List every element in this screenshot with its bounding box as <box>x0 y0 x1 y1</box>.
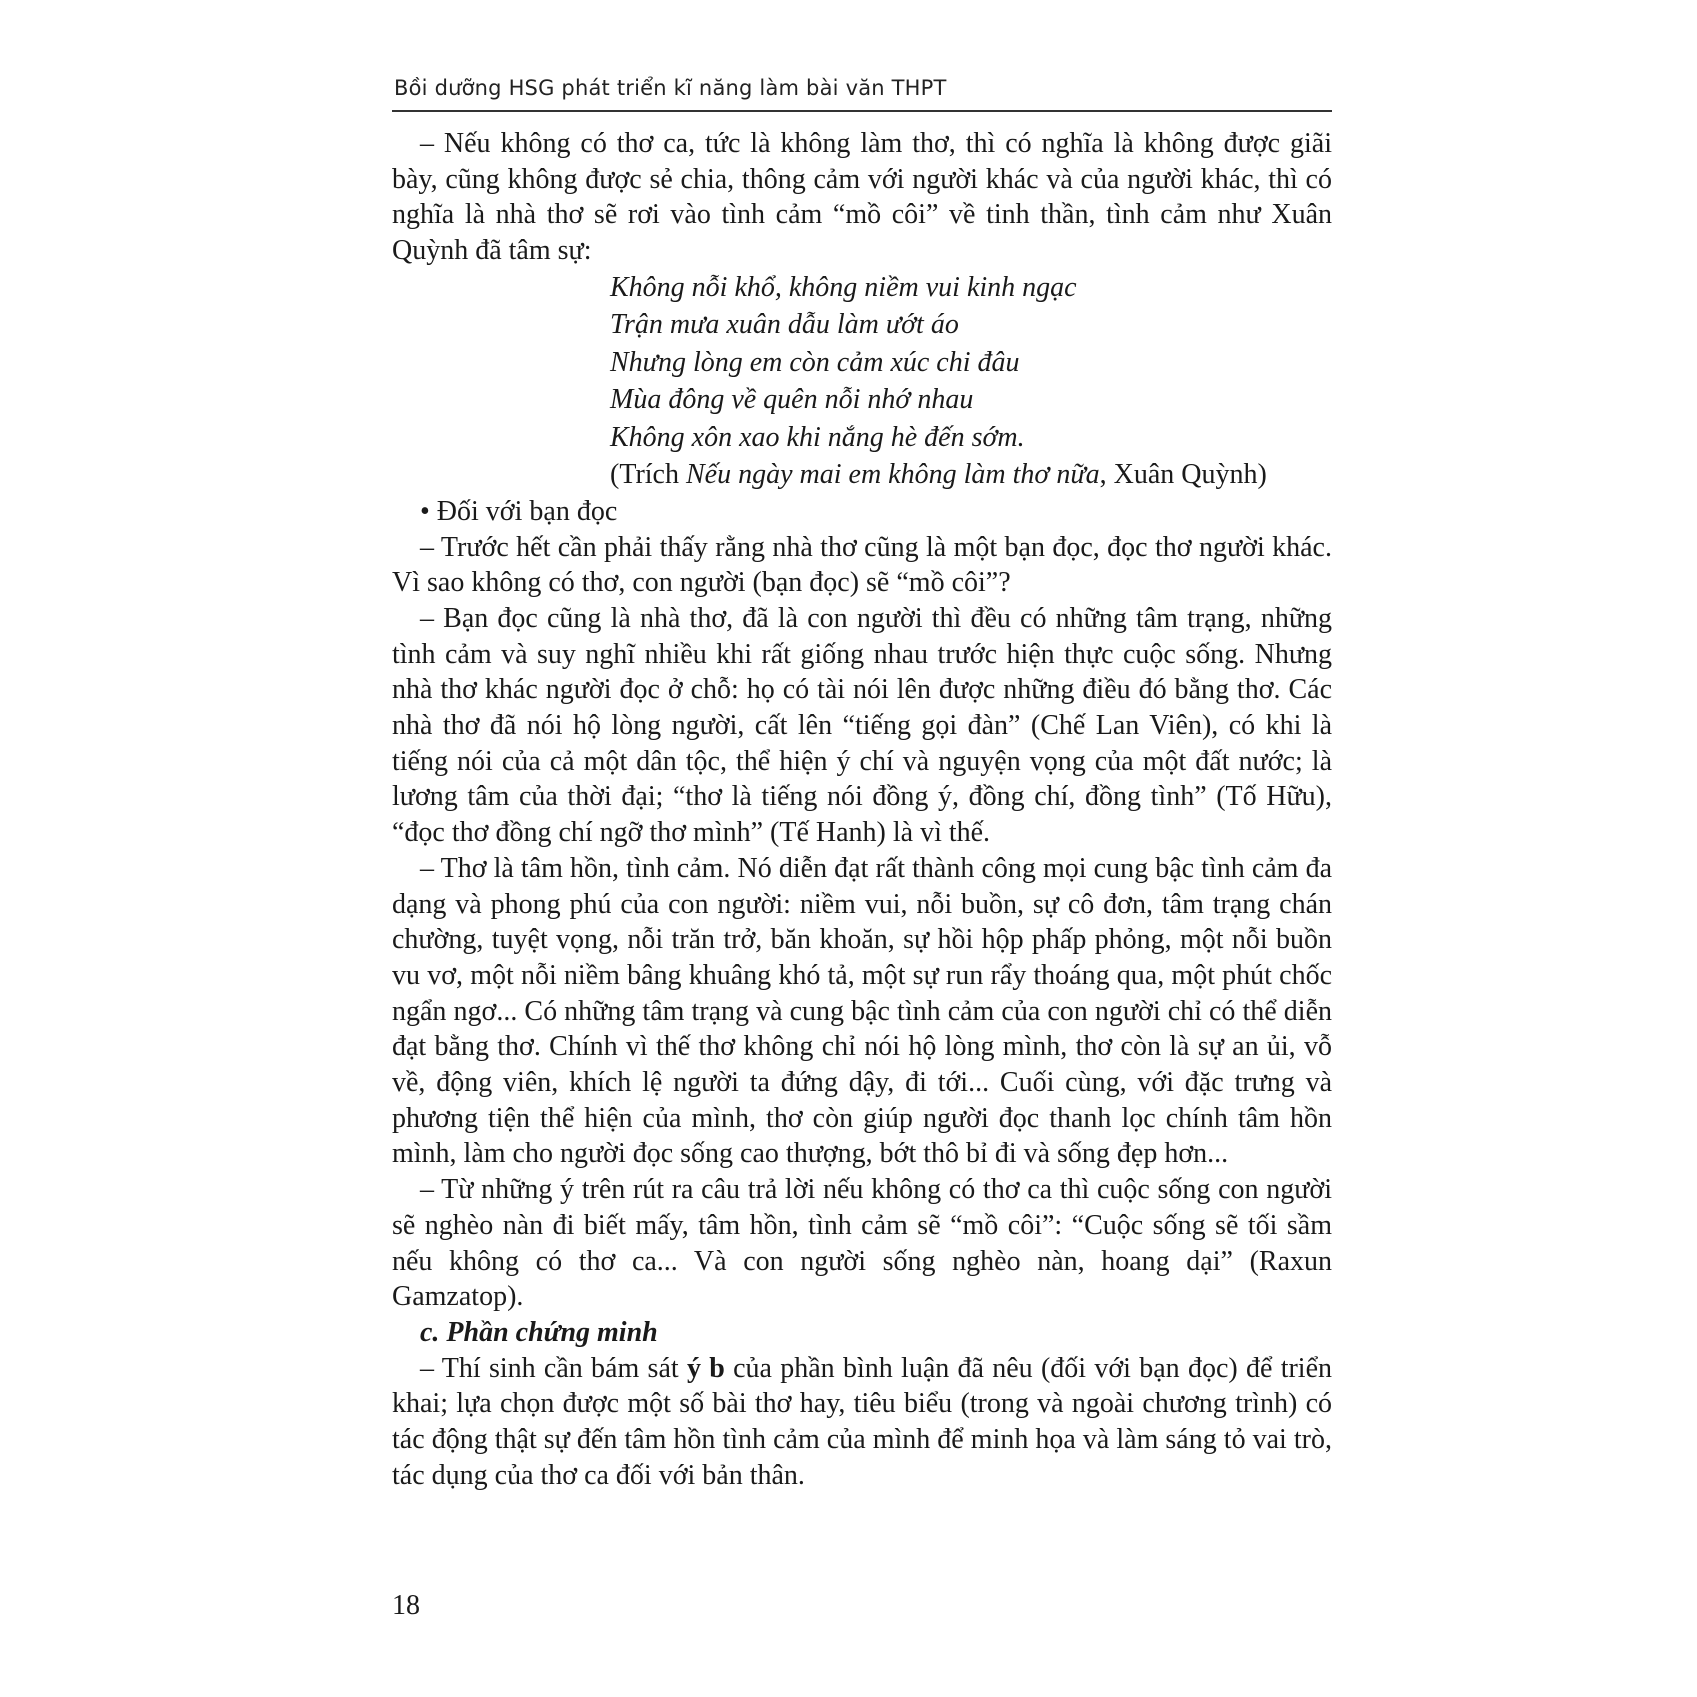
poem-excerpt <box>392 269 1332 457</box>
body-text <box>392 126 1332 1494</box>
para-suffix: của phần bình luận đã nêu (đối với bạn đọc) để triển khai; lựa chọn được một số bài thơ hay, tiêu biểu (trong và ngoài chương trình) có tác động thật sự đến tâm hồn tình cảm của mình để minh họa và làm sáng tỏ vai trò, tác dụng của thơ ca đối với bản thân. <box>392 1352 1333 1491</box>
book-page <box>392 76 1332 1494</box>
paragraph: – Thơ là tâm hồn, tình cảm. Nó diễn đạt rất thành công mọi cung bậc tình cảm đa dạng và phong phú của con người: niềm vui, nỗi buồn, sự cô đơn, tâm trạng chán chường, tuyệt vọng, nỗi trăn trở, băn khoăn, sự hồi hộp phấp phỏng, một nỗi buồn vu vơ, một nỗi niềm bâng khuâng khó tả, một sự run rẩy thoáng qua, một phút chốc ngẩn ngơ... Có những tâm trạng và cung bậc tình cảm của con người chỉ có thể diễn đạt bằng thơ. Chính vì thế thơ không chỉ nói hộ lòng mình, thơ còn là sự an ủi, vỗ về, động viên, khích lệ người ta đứng dậy, đi tới... Cuối cùng, với đặc trưng và phương tiện thể hiện của mình, thơ còn giúp người đọc thanh lọc chính tâm hồn mình, làm cho người đọc sống cao thượng, bớt thô bỉ đi và sống đẹp hơn... <box>392 852 1332 1170</box>
poem-line: Không nỗi khổ, không niềm vui kinh ngạc <box>610 271 1077 303</box>
bullet-heading: • Đối với bạn đọc <box>420 495 618 527</box>
poem-line: Trận mưa xuân dẫu làm ướt áo <box>610 309 959 341</box>
paragraph: – Từ những ý trên rút ra câu trả lời nếu không có thơ ca thì cuộc sống con người sẽ nghèo nàn đi biết mấy, tâm hồn, tình cảm sẽ “mồ côi”: “Cuộc sống sẽ tối sầm nếu không có thơ ca... Và con người sống nghèo nàn, hoang dại” (Raxun Gamzatop). <box>392 1174 1332 1313</box>
paragraph: – Bạn đọc cũng là nhà thơ, đã là con người thì đều có những tâm trạng, những tình cảm và suy nghĩ nhiều khi rất giống nhau trước hiện thực cuộc sống. Nhưng nhà thơ khác người đọc ở chỗ: họ có tài nói lên được những điều đó bằng thơ. Các nhà thơ đã nói hộ lòng người, cất lên “tiếng gọi đàn” (Chế Lan Viên), có khi là tiếng nói của cả một dân tộc, thể hiện ý chí và nguyện vọng của một đất nước; là lương tâm của thời đại; “thơ là tiếng nói đồng ý, đồng chí, đồng tình” (Tố Hữu), “đọc thơ đồng chí ngỡ thơ mình” (Tế Hanh) là vì thế. <box>392 602 1332 849</box>
paragraph: – Trước hết cần phải thấy rằng nhà thơ cũng là một bạn đọc, đọc thơ người khác. Vì sao không có thơ, con người (bạn đọc) sẽ “mồ côi”? <box>392 531 1332 599</box>
poem-line: Mùa đông về quên nỗi nhớ nhau <box>610 384 974 416</box>
running-header: Bồi dưỡng HSG phát triển kĩ năng làm bài văn THPT <box>392 76 1332 112</box>
paragraph-section-c <box>392 1351 1332 1494</box>
section-heading: c. Phần chứng minh <box>420 1316 658 1348</box>
poem-line: Nhưng lòng em còn cảm xúc chi đâu <box>610 346 1020 378</box>
citation-suffix: , Xuân Quỳnh) <box>1099 459 1267 491</box>
citation-title: Nếu ngày mai em không làm thơ nữa <box>685 459 1100 491</box>
page-number: 18 <box>392 1590 420 1621</box>
poem-citation <box>392 456 1332 494</box>
para-bold: ý b <box>686 1352 725 1384</box>
citation-prefix: (Trích <box>610 459 686 491</box>
poem-line: Không xôn xao khi nắng hè đến sớm. <box>610 421 1025 453</box>
para-prefix: – Thí sinh cần bám sát <box>420 1352 687 1384</box>
paragraph-intro: – Nếu không có thơ ca, tức là không làm thơ, thì có nghĩa là không được giãi bày, cũng không được sẻ chia, thông cảm với người khác và của người khác, thì có nghĩa là nhà thơ sẽ rơi vào tình cảm “mồ côi” về tinh thần, tình cảm như Xuân Quỳnh đã tâm sự: <box>392 128 1332 267</box>
